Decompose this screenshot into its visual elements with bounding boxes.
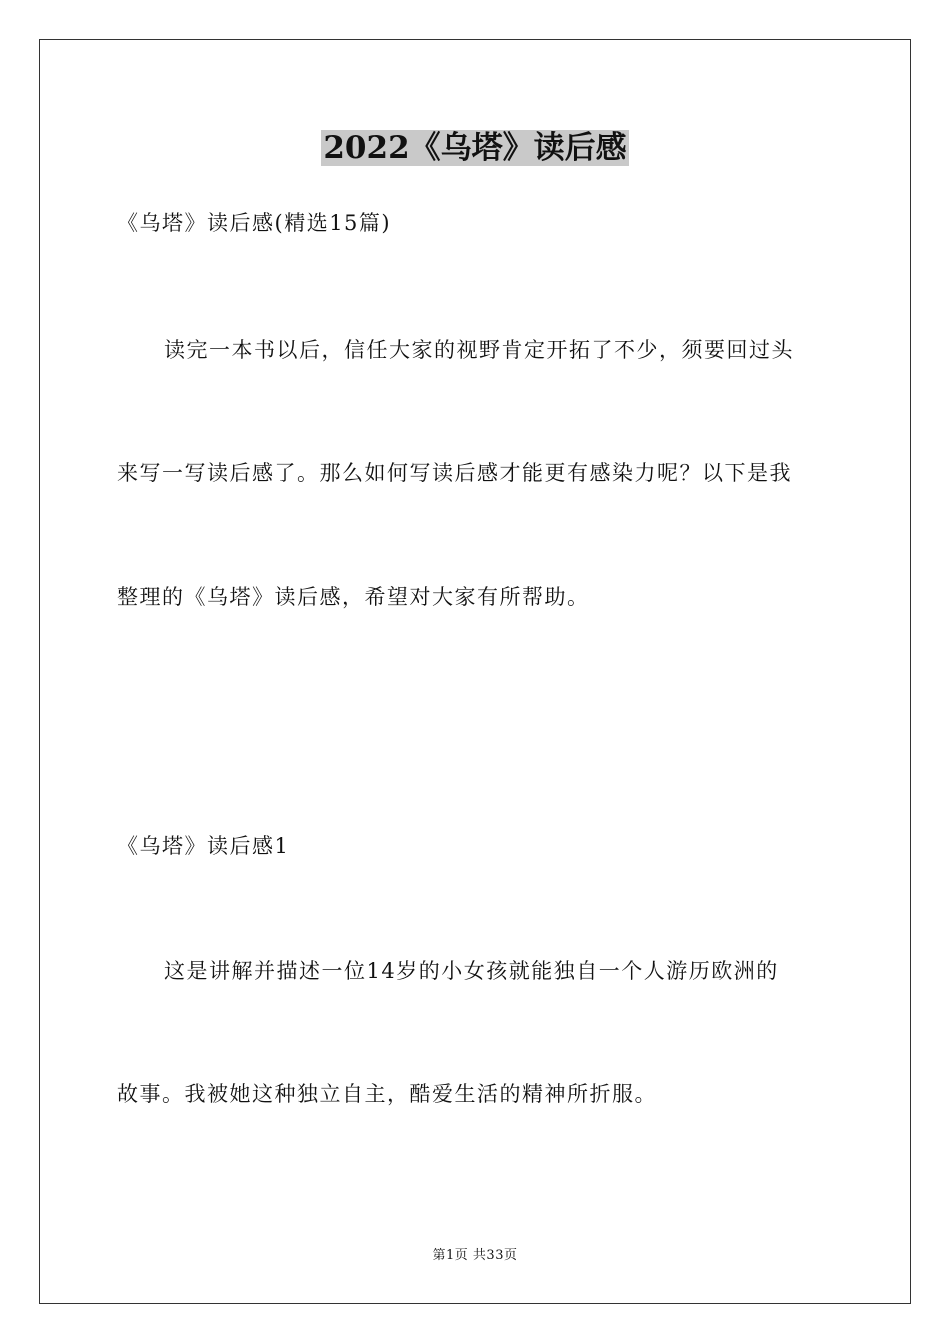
document-subtitle: 《乌塔》读后感(精选15篇): [117, 211, 392, 235]
section1-line-1: 这是讲解并描述一位14岁的小女孩就能独自一个人游历欧洲的: [164, 959, 779, 983]
document-title-text: 2022《乌塔》读后感: [323, 130, 627, 166]
page-footer: 第1页 共33页: [432, 1248, 518, 1263]
intro-line-3: 整理的《乌塔》读后感，希望对大家有所帮助。: [117, 585, 590, 609]
document-title: [0, 128, 950, 168]
section1-line-2: 故事。我被她这种独立自主，酷爱生活的精神所折服。: [117, 1082, 657, 1106]
intro-line-2: 来写一写读后感了。那么如何写读后感才能更有感染力呢？以下是我: [117, 461, 792, 485]
section1-heading: 《乌塔》读后感1: [117, 834, 290, 858]
intro-line-1: 读完一本书以后，信任大家的视野肯定开拓了不少，须要回过头: [164, 338, 794, 362]
